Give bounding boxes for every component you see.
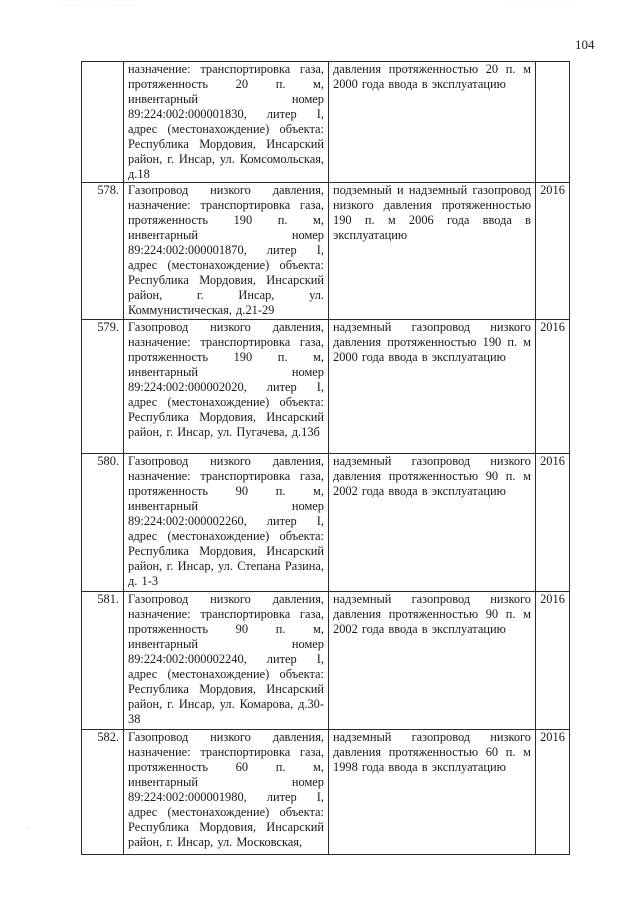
object-description: давления протяженностью 20 п. м 2000 года ввода в эксплуатацию: [329, 62, 536, 183]
object-name: назначение: транспортировка газа, протяженность 20 п. м, инвентарный номер 89:224:002:000001830, литер I, адрес (местонахождение) объекта: Республика Мордовия, Инсарский район, г. Инсар, ул. Комсомольская, д.18: [124, 62, 329, 183]
object-name: Газопровод низкого давления, назначение: транспортировка газа, протяженность 60 п. м, инвентарный номер 89:224:002:000001980, литер I, адрес (местонахождение) объекта: Республика Мордовия, Инсарский район, г. Инсар, ул. Московская,: [124, 730, 329, 855]
row-year: [536, 62, 570, 183]
table-row-582: [82, 730, 570, 855]
object-description: надземный газопровод низкого давления протяженностью 190 п. м 2000 года ввода в эксплуатацию: [329, 320, 536, 454]
row-number: 581.: [82, 592, 124, 730]
table-row-578: [82, 183, 570, 320]
object-description: подземный и надземный газопровод низкого давления протяженностью 190 п. м 2006 года ввода в эксплуатацию: [329, 183, 536, 320]
scan-margin-mark: –: [26, 826, 29, 832]
row-year: 2016: [536, 183, 570, 320]
row-year: 2016: [536, 320, 570, 454]
page-number: 104: [575, 37, 595, 52]
row-number: 579.: [82, 320, 124, 454]
object-description: надземный газопровод низкого давления протяженностью 60 п. м 1998 года ввода в эксплуатацию: [329, 730, 536, 855]
scan-header-artifacts: [0, 2, 640, 10]
scan-smudge-right: · · · · · · · · · · · · · · · ·: [509, 4, 570, 9]
row-year: 2016: [536, 730, 570, 855]
object-description: надземный газопровод низкого давления протяженностью 90 п. м 2002 года ввода в эксплуатацию: [329, 592, 536, 730]
row-number: 578.: [82, 183, 124, 320]
row-year: 2016: [536, 592, 570, 730]
scan-smudge-left: · · · · · · · · · · · · · · · · · · · ·: [60, 4, 137, 9]
table-row-continued: [82, 62, 570, 183]
object-name: Газопровод низкого давления, назначение: транспортировка газа, протяженность 190 п. м, инвентарный номер 89:224:002:000001870, литер I, адрес (местонахождение) объекта: Республика Мордовия, Инсарский район, г. Инсар, ул. Коммунистическая, д.21-29: [124, 183, 329, 320]
row-year: 2016: [536, 454, 570, 592]
row-number: 580.: [82, 454, 124, 592]
table-row-580: [82, 454, 570, 592]
table-row-581: [82, 592, 570, 730]
object-name: Газопровод низкого давления, назначение: транспортировка газа, протяженность 90 п. м, инвентарный номер 89:224:002:000002260, литер I, адрес (местонахождение) объекта: Республика Мордовия, Инсарский район, г. Инсар, ул. Степана Разина, д. 1-3: [124, 454, 329, 592]
object-name: Газопровод низкого давления, назначение: транспортировка газа, протяженность 190 п. м, инвентарный номер 89:224:002:000002020, литер I, адрес (местонахождение) объекта: Республика Мордовия, Инсарский район, г. Инсар, ул. Пугачева, д.13б: [124, 320, 329, 454]
object-description: надземный газопровод низкого давления протяженностью 90 п. м 2002 года ввода в эксплуатацию: [329, 454, 536, 592]
table-row-579: [82, 320, 570, 454]
registry-table: [81, 61, 570, 855]
object-name: Газопровод низкого давления, назначение: транспортировка газа, протяженность 90 п. м, инвентарный номер 89:224:002:000002240, литер I, адрес (местонахождение) объекта: Республика Мордовия, Инсарский район, г. Инсар, ул. Комарова, д.30-38: [124, 592, 329, 730]
row-number: [82, 62, 124, 183]
row-number: 582.: [82, 730, 124, 855]
